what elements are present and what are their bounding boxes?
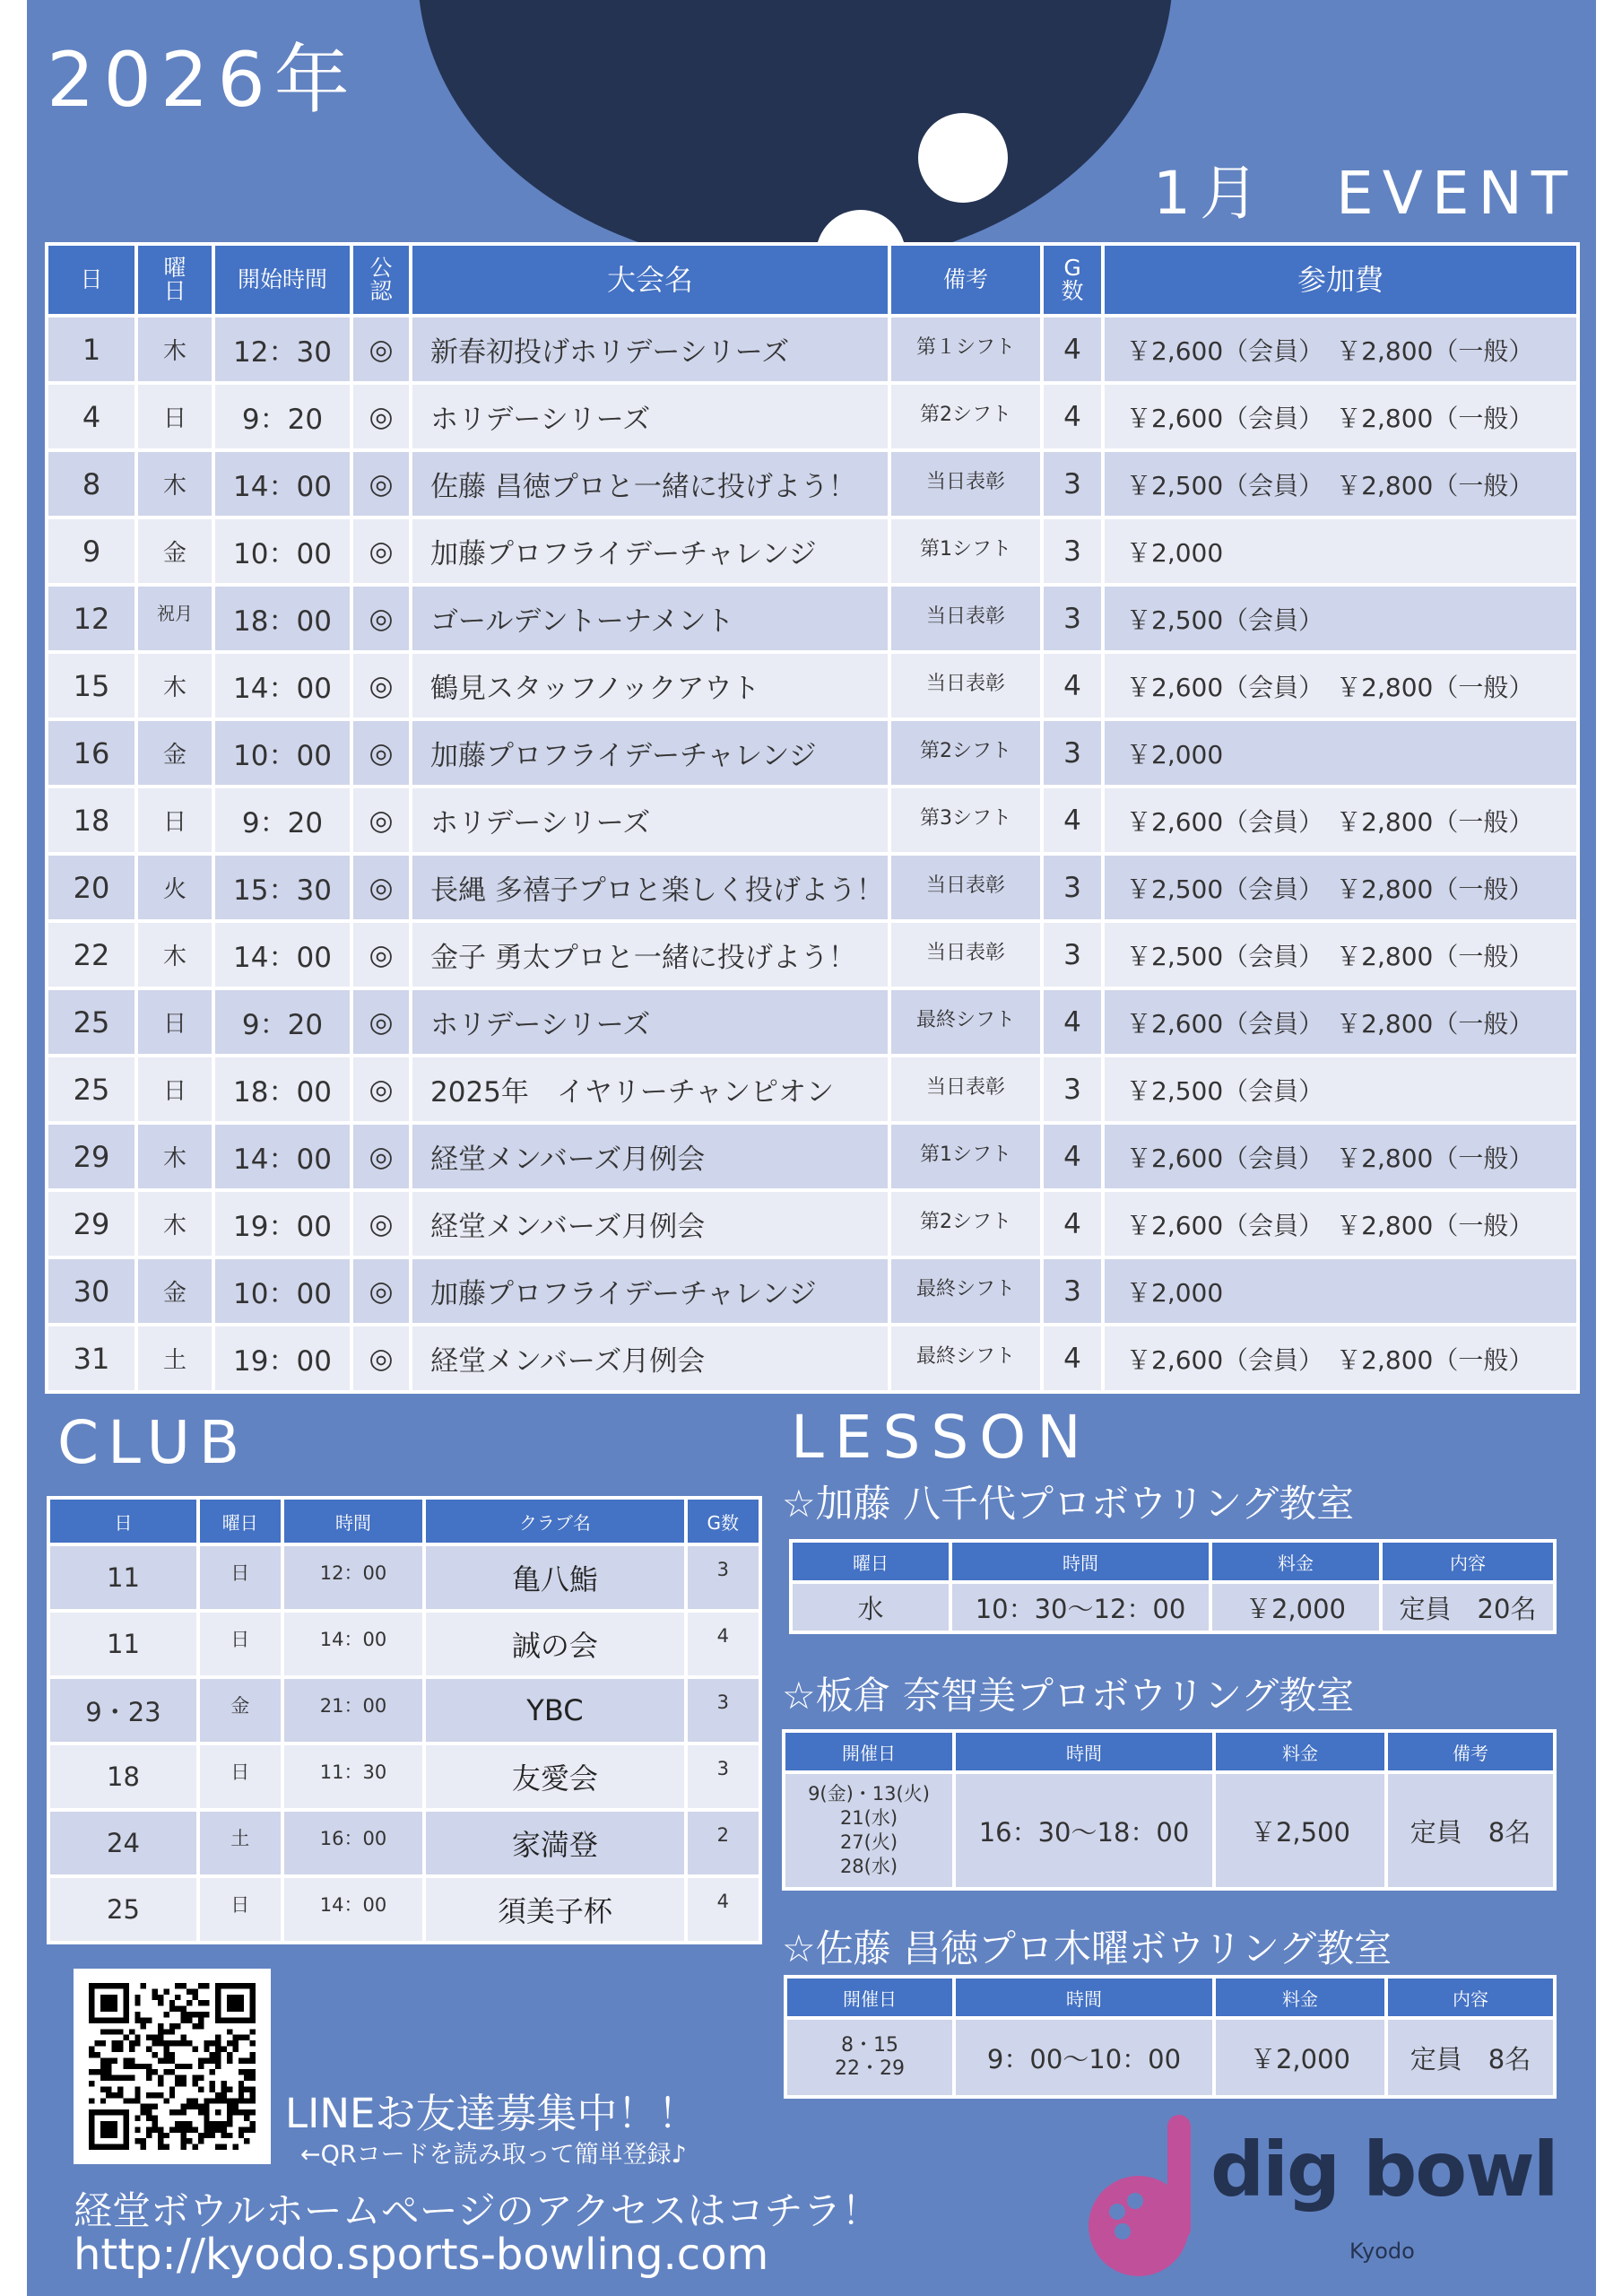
column-header-event-name: 大会名 [411, 244, 889, 316]
event-fee: ￥2,500（会員） ￥2,800（一般） [1103, 921, 1578, 988]
event-name: 佐藤 昌徳プロと一緒に投げよう！ [411, 450, 889, 517]
event-day: 12 [47, 585, 136, 652]
event-start-time: 9：20 [213, 383, 351, 450]
lesson-date: 27(火) [839, 1831, 898, 1853]
event-fee: ￥2,000 [1103, 719, 1578, 787]
event-note: 第2シフト [889, 1190, 1042, 1257]
event-note: 第3シフト [889, 787, 1042, 854]
event-fee: ￥2,600（会員） ￥2,800（一般） [1103, 652, 1578, 719]
event-row [47, 1257, 1578, 1325]
lesson-dates [784, 1772, 954, 1889]
event-weekday: 火 [136, 854, 213, 921]
column-header-fee: 参加費 [1103, 244, 1578, 316]
event-name: 経堂メンバーズ月例会 [411, 1190, 889, 1257]
event-day: 18 [47, 787, 136, 854]
brand-logo-subtext: Kyodo [1349, 2239, 1415, 2264]
event-official-mark: ◎ [351, 1325, 411, 1392]
lesson-time: 9：00～10：00 [954, 2018, 1214, 2097]
club-games: 3 [686, 1544, 761, 1611]
event-official-mark: ◎ [351, 316, 411, 383]
event-day: 31 [47, 1325, 136, 1392]
event-start-time: 19：00 [213, 1325, 351, 1392]
club-weekday: 日 [198, 1544, 282, 1611]
event-row [47, 854, 1578, 921]
column-header-note: 備考 [889, 244, 1042, 316]
event-fee: ￥2,500（会員） ￥2,800（一般） [1103, 854, 1578, 921]
homepage-url-link[interactable]: http://kyodo.sports-bowling.com [74, 2230, 769, 2280]
event-row [47, 316, 1578, 383]
club-row [48, 1744, 760, 1810]
event-note: 第2シフト [889, 719, 1042, 787]
lesson-header-fee: 料金 [1214, 1977, 1386, 2018]
lesson-header-dates: 開催日 [784, 1731, 954, 1772]
event-row [47, 1123, 1578, 1190]
event-day: 1 [47, 316, 136, 383]
event-official-mark: ◎ [351, 988, 411, 1056]
event-weekday: 日 [136, 988, 213, 1056]
lesson-date: 21(水) [839, 1807, 898, 1829]
lesson-header-content: 内容 [1386, 1977, 1555, 2018]
club-schedule-table [47, 1496, 762, 1944]
event-fee: ￥2,000 [1103, 517, 1578, 585]
club-day: 11 [48, 1544, 198, 1611]
event-day: 15 [47, 652, 136, 719]
event-day: 4 [47, 383, 136, 450]
itakura-lesson-heading: ☆板倉 奈智美プロボウリング教室 [782, 1674, 1355, 1718]
club-games: 4 [686, 1611, 761, 1677]
club-games: 4 [686, 1876, 761, 1943]
event-official-mark: ◎ [351, 585, 411, 652]
event-day: 8 [47, 450, 136, 517]
kato-lesson-row [791, 1582, 1555, 1632]
event-note: 最終シフト [889, 1257, 1042, 1325]
club-name: 友愛会 [424, 1744, 685, 1810]
event-start-time: 14：00 [213, 1123, 351, 1190]
event-weekday: 木 [136, 1190, 213, 1257]
event-weekday: 木 [136, 652, 213, 719]
lesson-section-title: LESSON [791, 1403, 1092, 1472]
event-start-time: 10：00 [213, 517, 351, 585]
club-games: 3 [686, 1744, 761, 1810]
event-start-time: 10：00 [213, 1257, 351, 1325]
event-games: 3 [1042, 719, 1103, 787]
event-start-time: 14：00 [213, 450, 351, 517]
event-row [47, 1325, 1578, 1392]
event-fee: ￥2,500（会員） [1103, 1056, 1578, 1123]
event-weekday: 金 [136, 719, 213, 787]
lesson-fee: ￥2,000 [1210, 1582, 1381, 1632]
event-note: 当日表彰 [889, 585, 1042, 652]
event-fee: ￥2,500（会員） ￥2,800（一般） [1103, 450, 1578, 517]
event-games: 3 [1042, 1056, 1103, 1123]
event-official-mark: ◎ [351, 383, 411, 450]
event-note: 第１シフト [889, 316, 1042, 383]
event-day: 30 [47, 1257, 136, 1325]
event-poster [27, 0, 1596, 2296]
event-weekday: 木 [136, 316, 213, 383]
event-games: 3 [1042, 1257, 1103, 1325]
bowling-ball-d-logo-icon [1083, 2111, 1209, 2282]
club-section-title: CLUB [57, 1408, 249, 1477]
event-row [47, 1056, 1578, 1123]
event-name: ホリデーシリーズ [411, 787, 889, 854]
event-games: 4 [1042, 1190, 1103, 1257]
event-note: 当日表彰 [889, 450, 1042, 517]
lesson-date: 8・15 [841, 2034, 898, 2057]
club-time: 11：30 [282, 1744, 425, 1810]
event-start-time: 19：00 [213, 1190, 351, 1257]
sato-lesson-heading: ☆佐藤 昌徳プロ木曜ボウリング教室 [782, 1926, 1392, 1970]
lesson-content: 定員 8名 [1386, 1772, 1555, 1889]
event-table-header [47, 244, 1578, 316]
qr-code-icon [88, 1983, 256, 2150]
event-day: 25 [47, 988, 136, 1056]
event-name: 長縄 多禧子プロと楽しく投げよう！ [411, 854, 889, 921]
event-note: 当日表彰 [889, 652, 1042, 719]
column-header-weekday: 曜 日 [136, 244, 213, 316]
event-games: 3 [1042, 450, 1103, 517]
club-name: 家満登 [424, 1810, 685, 1876]
event-row [47, 1190, 1578, 1257]
event-official-mark: ◎ [351, 1123, 411, 1190]
club-weekday: 日 [198, 1611, 282, 1677]
brand-logo-text: dig bowl [1210, 2126, 1557, 2213]
event-start-time: 12：30 [213, 316, 351, 383]
event-games: 3 [1042, 585, 1103, 652]
club-row [48, 1810, 760, 1876]
lesson-content: 定員 8名 [1386, 2018, 1555, 2097]
event-fee: ￥2,500（会員） [1103, 585, 1578, 652]
event-official-mark: ◎ [351, 1190, 411, 1257]
club-games: 2 [686, 1810, 761, 1876]
club-time: 14：00 [282, 1876, 425, 1943]
club-weekday: 日 [198, 1744, 282, 1810]
year-title: 2026年 [47, 36, 359, 124]
event-name: ホリデーシリーズ [411, 383, 889, 450]
event-row [47, 988, 1578, 1056]
club-day: 24 [48, 1810, 198, 1876]
event-row [47, 921, 1578, 988]
club-header-name: クラブ名 [424, 1498, 685, 1544]
itakura-lesson-header [784, 1731, 1555, 1772]
event-start-time: 9：20 [213, 787, 351, 854]
month-event-title: 1月 EVENT [1153, 159, 1577, 228]
lesson-header-time: 時間 [950, 1541, 1210, 1582]
column-header-games: G 数 [1042, 244, 1103, 316]
event-fee: ￥2,600（会員） ￥2,800（一般） [1103, 988, 1578, 1056]
club-day: 18 [48, 1744, 198, 1810]
event-official-mark: ◎ [351, 787, 411, 854]
lesson-header-note: 備考 [1386, 1731, 1555, 1772]
event-games: 4 [1042, 1325, 1103, 1392]
event-start-time: 14：00 [213, 652, 351, 719]
club-games: 3 [686, 1677, 761, 1744]
column-header-day: 日 [47, 244, 136, 316]
event-games: 3 [1042, 921, 1103, 988]
event-start-time: 18：00 [213, 1056, 351, 1123]
event-name: 金子 勇太プロと一緒に投げよう！ [411, 921, 889, 988]
sato-lesson-row [785, 2018, 1555, 2097]
event-weekday: 日 [136, 787, 213, 854]
club-name: 亀八鮨 [424, 1544, 685, 1611]
lesson-date: 28(水) [839, 1856, 898, 1877]
club-time: 21：00 [282, 1677, 425, 1744]
lesson-header-time: 時間 [954, 1977, 1214, 2018]
event-row [47, 652, 1578, 719]
event-official-mark: ◎ [351, 1056, 411, 1123]
event-weekday: 日 [136, 383, 213, 450]
lesson-date: 9(金)・13(火) [808, 1783, 930, 1805]
lesson-header-dates: 開催日 [785, 1977, 954, 2018]
sato-lesson-header [785, 1977, 1555, 2018]
event-name: 鶴見スタッフノックアウト [411, 652, 889, 719]
event-day: 25 [47, 1056, 136, 1123]
event-games: 3 [1042, 854, 1103, 921]
event-row [47, 517, 1578, 585]
event-weekday: 金 [136, 517, 213, 585]
lesson-header-time: 時間 [954, 1731, 1214, 1772]
event-name: 経堂メンバーズ月例会 [411, 1325, 889, 1392]
event-name: 加藤プロフライデーチャレンジ [411, 1257, 889, 1325]
event-note: 最終シフト [889, 1325, 1042, 1392]
lesson-header-content: 内容 [1381, 1541, 1555, 1582]
club-row [48, 1677, 760, 1744]
lesson-time: 10：30～12：00 [950, 1582, 1210, 1632]
event-games: 4 [1042, 988, 1103, 1056]
event-note: 第1シフト [889, 1123, 1042, 1190]
itakura-lesson-table [782, 1729, 1557, 1891]
kato-lesson-header [791, 1541, 1555, 1582]
event-official-mark: ◎ [351, 652, 411, 719]
event-fee: ￥2,000 [1103, 1257, 1578, 1325]
event-fee: ￥2,600（会員） ￥2,800（一般） [1103, 1325, 1578, 1392]
club-weekday: 金 [198, 1677, 282, 1744]
event-name: 新春初投げホリデーシリーズ [411, 316, 889, 383]
event-games: 4 [1042, 316, 1103, 383]
event-weekday: 金 [136, 1257, 213, 1325]
club-header-day: 日 [48, 1498, 198, 1544]
club-name: 誠の会 [424, 1611, 685, 1677]
event-weekday: 木 [136, 450, 213, 517]
event-official-mark: ◎ [351, 921, 411, 988]
event-day: 29 [47, 1123, 136, 1190]
club-header-weekday: 曜日 [198, 1498, 282, 1544]
event-row [47, 719, 1578, 787]
event-row [47, 383, 1578, 450]
event-name: ゴールデントーナメント [411, 585, 889, 652]
event-official-mark: ◎ [351, 719, 411, 787]
kato-lesson-heading: ☆加藤 八千代プロボウリング教室 [782, 1482, 1355, 1526]
kato-lesson-table [789, 1539, 1557, 1634]
event-weekday: 土 [136, 1325, 213, 1392]
event-start-time: 15：30 [213, 854, 351, 921]
event-weekday: 祝月 [136, 585, 213, 652]
event-row [47, 787, 1578, 854]
club-header-games: G数 [686, 1498, 761, 1544]
column-header-start-time: 開始時間 [213, 244, 351, 316]
event-name: 加藤プロフライデーチャレンジ [411, 517, 889, 585]
club-weekday: 土 [198, 1810, 282, 1876]
event-row [47, 450, 1578, 517]
event-day: 22 [47, 921, 136, 988]
club-day: 9・23 [48, 1677, 198, 1744]
event-fee: ￥2,600（会員） ￥2,800（一般） [1103, 1123, 1578, 1190]
lesson-header-fee: 料金 [1210, 1541, 1381, 1582]
event-name: ホリデーシリーズ [411, 988, 889, 1056]
event-start-time: 9：20 [213, 988, 351, 1056]
club-header-time: 時間 [282, 1498, 425, 1544]
event-name: 経堂メンバーズ月例会 [411, 1123, 889, 1190]
lesson-fee: ￥2,000 [1214, 2018, 1386, 2097]
event-schedule-table [45, 242, 1580, 1394]
club-day: 25 [48, 1876, 198, 1943]
column-header-official: 公 認 [351, 244, 411, 316]
club-row [48, 1876, 760, 1943]
event-note: 当日表彰 [889, 1056, 1042, 1123]
line-qr-code[interactable] [74, 1969, 271, 2164]
lesson-weekday: 水 [791, 1582, 950, 1632]
lesson-header-weekday: 曜日 [791, 1541, 950, 1582]
event-weekday: 木 [136, 921, 213, 988]
event-weekday: 日 [136, 1056, 213, 1123]
event-name: 加藤プロフライデーチャレンジ [411, 719, 889, 787]
lesson-content: 定員 20名 [1381, 1582, 1555, 1632]
event-fee: ￥2,600（会員） ￥2,800（一般） [1103, 1190, 1578, 1257]
event-games: 4 [1042, 383, 1103, 450]
club-day: 11 [48, 1611, 198, 1677]
club-name: 須美子杯 [424, 1876, 685, 1943]
club-weekday: 日 [198, 1876, 282, 1943]
club-time: 12：00 [282, 1544, 425, 1611]
event-start-time: 14：00 [213, 921, 351, 988]
event-games: 3 [1042, 517, 1103, 585]
event-note: 第2シフト [889, 383, 1042, 450]
event-weekday: 木 [136, 1123, 213, 1190]
event-start-time: 18：00 [213, 585, 351, 652]
homepage-access-text: 経堂ボウルホームページのアクセスはコチラ！ [74, 2189, 880, 2234]
line-friend-text: LINEお友達募集中！！ [285, 2090, 698, 2137]
event-note: 当日表彰 [889, 921, 1042, 988]
lesson-dates [785, 2018, 954, 2097]
event-fee: ￥2,600（会員） ￥2,800（一般） [1103, 787, 1578, 854]
event-official-mark: ◎ [351, 450, 411, 517]
club-row [48, 1611, 760, 1677]
event-official-mark: ◎ [351, 1257, 411, 1325]
event-day: 29 [47, 1190, 136, 1257]
event-day: 20 [47, 854, 136, 921]
lesson-time: 16：30～18：00 [954, 1772, 1214, 1889]
club-row [48, 1544, 760, 1611]
qr-note-text: ←QRコードを読み取って簡単登録♪ [300, 2141, 687, 2169]
lesson-date: 22・29 [835, 2057, 905, 2080]
lesson-header-fee: 料金 [1214, 1731, 1386, 1772]
event-name: 2025年 イヤリーチャンピオン [411, 1056, 889, 1123]
sato-lesson-table [784, 1975, 1557, 2099]
event-row [47, 585, 1578, 652]
event-day: 16 [47, 719, 136, 787]
event-games: 4 [1042, 1123, 1103, 1190]
event-note: 当日表彰 [889, 854, 1042, 921]
event-note: 最終シフト [889, 988, 1042, 1056]
event-note: 第1シフト [889, 517, 1042, 585]
ball-finger-hole [918, 113, 1008, 203]
lesson-fee: ￥2,500 [1214, 1772, 1386, 1889]
club-time: 14：00 [282, 1611, 425, 1677]
event-games: 4 [1042, 652, 1103, 719]
event-start-time: 10：00 [213, 719, 351, 787]
club-table-header [48, 1498, 760, 1544]
event-official-mark: ◎ [351, 517, 411, 585]
event-day: 9 [47, 517, 136, 585]
event-official-mark: ◎ [351, 854, 411, 921]
event-fee: ￥2,600（会員） ￥2,800（一般） [1103, 383, 1578, 450]
event-games: 4 [1042, 787, 1103, 854]
club-time: 16：00 [282, 1810, 425, 1876]
event-fee: ￥2,600（会員） ￥2,800（一般） [1103, 316, 1578, 383]
club-name: YBC [424, 1677, 685, 1744]
itakura-lesson-row [784, 1772, 1555, 1889]
bowling-ball-graphic [418, 0, 1173, 269]
